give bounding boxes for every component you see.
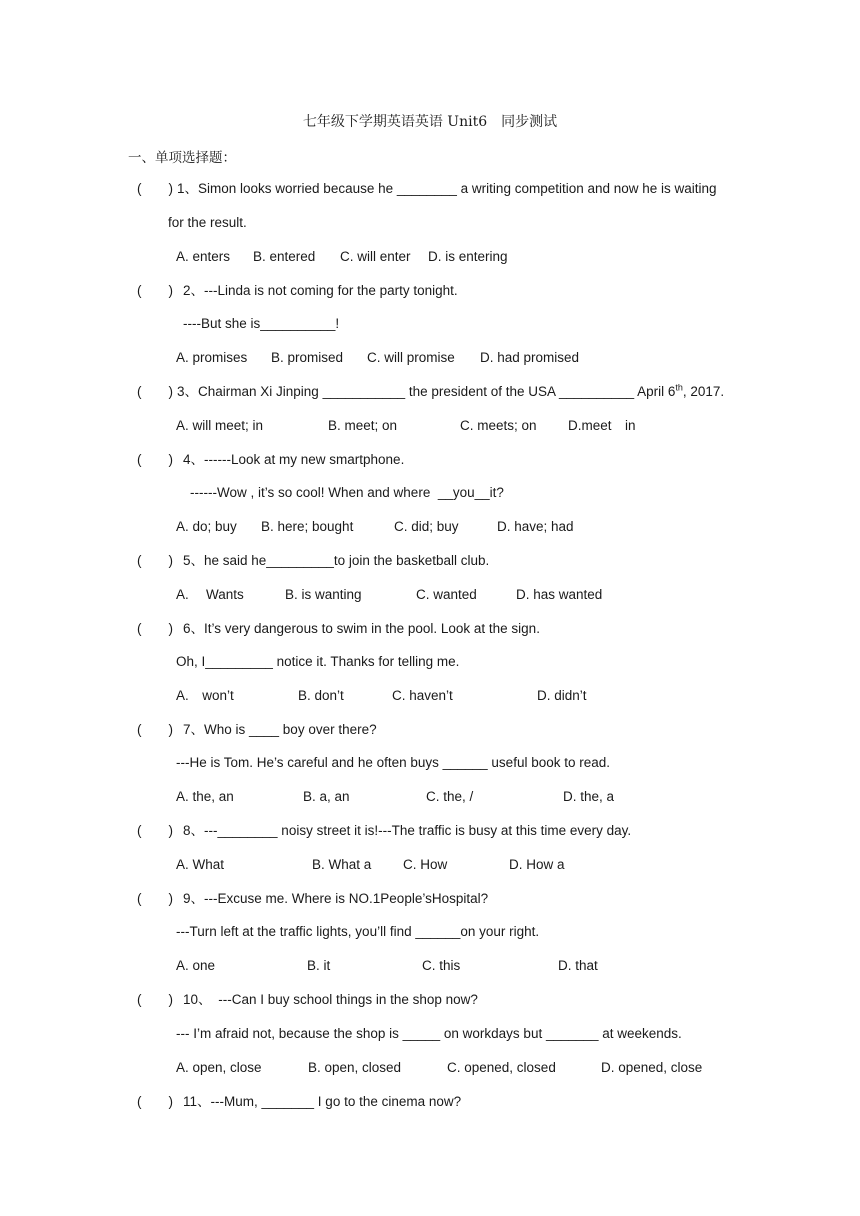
page-title: 七年级下学期英语英语 Unit6 同步测试 [302,114,558,130]
question-7-option-b: B. a, an [303,789,350,804]
question-10-option-a: A. open, close [176,1060,262,1075]
question-3-stem-a: 3、Chairman Xi Jinping ___________ the president of the USA __________ April 6 [177,384,676,399]
question-4-stem-cont: ------Wow , it’s so cool! When and where __you__it? [190,485,504,500]
question-9-option-a: A. one [176,958,216,973]
question-7-option-d: D. the, a [563,789,615,804]
question-4-paren: ( ) [137,452,173,467]
question-4-option-b: B. here; bought [261,519,354,534]
question-7-paren: ( ) [137,722,173,737]
question-8-option-a: A. What [176,857,225,872]
question-8-option-c: C. How [403,857,448,872]
question-6-stem-cont: Oh, I_________ notice it. Thanks for telling me. [176,654,460,669]
question-9-paren: ( ) [137,891,173,906]
question-1-stem: 1、Simon looks worried because he ________ a writing competition and now he is waiting [177,181,717,196]
question-8-option-d: D. How a [509,857,565,872]
question-5-option-a: A. Wants [176,587,244,602]
question-10-stem-cont: --- I’m afraid not, because the shop is _____ on workdays but _______ at weekends. [176,1026,682,1041]
question-1-option-d: D. is entering [428,249,508,264]
question-3-option-b: B. meet; on [328,418,398,433]
question-8-option-b: B. What a [312,857,372,872]
question-6-stem: 6、It’s very dangerous to swim in the pool. Look at the sign. [183,621,540,636]
question-9-option-c: C. this [422,958,461,973]
question-6-option-d: D. didn’t [537,688,587,703]
question-1-option-c: C. will enter [340,249,411,264]
question-3-option-a: A. will meet; in [176,418,264,433]
question-1-option-b: B. entered [253,249,316,264]
question-3-stem-b: , 2017. [682,384,725,399]
question-10-option-d: D. opened, close [601,1060,703,1075]
question-4-option-a: A. do; buy [176,519,237,534]
question-1-stem-cont: for the result. [168,215,247,230]
section-heading: 一、单项选择题： [128,150,236,166]
question-2-stem: 2、---Linda is not coming for the party tonight. [183,283,458,298]
question-11-stem: 11、---Mum, _______ I go to the cinema now? [183,1094,462,1109]
question-6-paren: ( ) [137,621,173,636]
question-1-option-a: A. enters [176,249,231,264]
question-7-option-a: A. the, an [176,789,234,804]
question-6-option-b: B. don’t [298,688,344,703]
question-10-paren: ( ) [137,992,173,1007]
question-7-stem-cont: ---He is Tom. He’s careful and he often buys ______ useful book to read. [176,755,611,770]
question-9-option-b: B. it [307,958,331,973]
question-8-paren: ( ) [137,823,173,838]
question-4-option-c: C. did; buy [394,519,459,534]
question-6-option-c: C. haven’t [392,688,453,703]
question-10-stem: 10、 ---Can I buy school things in the shop now? [183,992,478,1007]
question-11-paren: ( ) [137,1094,173,1109]
question-9-stem-cont: ---Turn left at the traffic lights, you’ll find ______on your right. [176,924,540,939]
question-2-option-a: A. promises [176,350,248,365]
question-3-paren: ( ) [137,384,173,399]
question-5-option-c: C. wanted [416,587,477,602]
question-5-option-d: D. has wanted [516,587,603,602]
question-9-option-d: D. that [558,958,598,973]
question-6-option-a: A. won’t [176,688,234,703]
question-2-option-d: D. had promised [480,350,580,365]
question-2-paren: ( ) [137,283,173,298]
question-2-option-c: C. will promise [367,350,455,365]
question-2-option-b: B. promised [271,350,344,365]
question-2-stem-cont: ----But she is__________! [183,316,340,331]
question-3-option-d: D.meet in [568,418,636,433]
question-4-option-d: D. have; had [497,519,574,534]
question-3-stem [177,382,724,402]
question-7-option-c: C. the, / [426,789,474,804]
question-3-option-c: C. meets; on [460,418,537,433]
question-10-option-b: B. open, closed [308,1060,402,1075]
question-5-option-b: B. is wanting [285,587,362,602]
question-3-ordinal: th [675,382,683,393]
question-7-stem: 7、Who is ____ boy over there? [183,722,377,737]
question-10-option-c: C. opened, closed [447,1060,556,1075]
question-5-paren: ( ) [137,553,173,568]
question-4-stem: 4、------Look at my new smartphone. [183,452,405,467]
question-9-stem: 9、---Excuse me. Where is NO.1People’sHospital? [183,891,489,906]
question-8-stem: 8、---________ noisy street it is!---The traffic is busy at this time every day. [183,823,632,838]
question-5-stem: 5、he said he_________to join the basketball club. [183,553,490,568]
question-1-paren: ( ) [137,181,173,196]
